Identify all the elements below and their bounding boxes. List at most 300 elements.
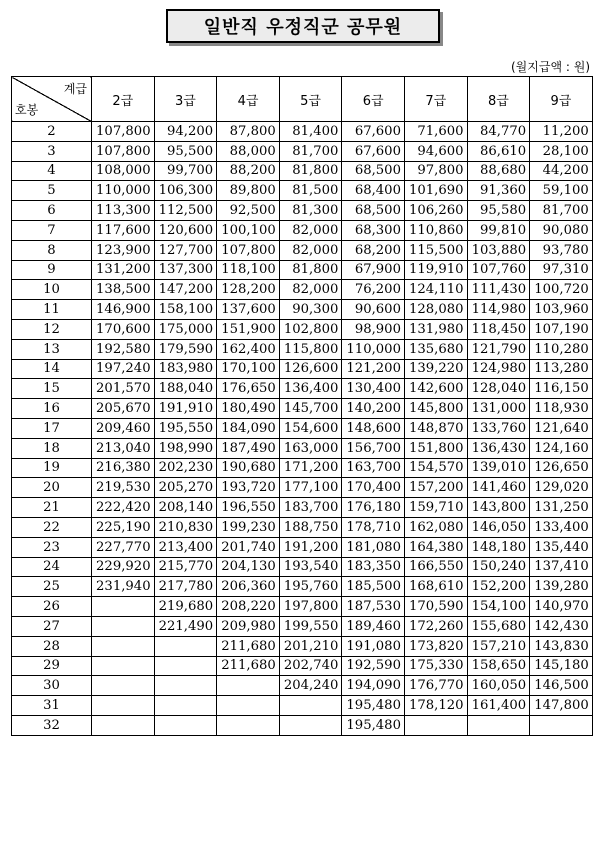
pay-cell: 143,800: [467, 498, 530, 518]
pay-cell: 100,720: [530, 280, 593, 300]
table-row: [12, 577, 593, 597]
table-row: [12, 122, 593, 142]
pay-cell: 154,600: [279, 418, 342, 438]
pay-cell: [92, 597, 155, 617]
step-cell: 6: [12, 201, 92, 221]
pay-cell: 127,700: [154, 240, 217, 260]
pay-cell: 184,090: [217, 418, 280, 438]
pay-cell: 147,200: [154, 280, 217, 300]
pay-cell: 103,880: [467, 240, 530, 260]
pay-cell: 192,590: [342, 656, 405, 676]
pay-cell: 113,280: [530, 359, 593, 379]
pay-cell: 152,200: [467, 577, 530, 597]
grade-header: 5급: [279, 77, 342, 122]
pay-cell: [154, 656, 217, 676]
page-title: 일반직 우정직군 공무원: [166, 9, 440, 43]
table-row: [12, 478, 593, 498]
pay-cell: 162,400: [217, 339, 280, 359]
pay-cell: 137,410: [530, 557, 593, 577]
pay-cell: 196,550: [217, 498, 280, 518]
pay-cell: 154,570: [404, 458, 467, 478]
pay-cell: 191,910: [154, 399, 217, 419]
pay-cell: 216,380: [92, 458, 155, 478]
pay-cell: 188,040: [154, 379, 217, 399]
pay-cell: 107,800: [92, 122, 155, 142]
pay-cell: 211,680: [217, 636, 280, 656]
step-cell: 19: [12, 458, 92, 478]
pay-cell: 180,490: [217, 399, 280, 419]
pay-cell: 157,200: [404, 478, 467, 498]
pay-cell: 201,570: [92, 379, 155, 399]
table-row: [12, 616, 593, 636]
pay-cell: 158,100: [154, 300, 217, 320]
table-row: [12, 181, 593, 201]
table-row: [12, 359, 593, 379]
step-cell: 2: [12, 122, 92, 142]
pay-cell: 81,500: [279, 181, 342, 201]
pay-cell: 118,100: [217, 260, 280, 280]
step-cell: 24: [12, 557, 92, 577]
table-row: [12, 300, 593, 320]
pay-cell: 106,260: [404, 201, 467, 221]
pay-cell: 231,940: [92, 577, 155, 597]
pay-cell: 201,210: [279, 636, 342, 656]
header-row: [12, 77, 593, 122]
pay-cell: 137,600: [217, 300, 280, 320]
pay-cell: 89,800: [217, 181, 280, 201]
pay-cell: 159,710: [404, 498, 467, 518]
step-cell: 10: [12, 280, 92, 300]
pay-cell: 176,650: [217, 379, 280, 399]
table-row: [12, 458, 593, 478]
pay-cell: 133,760: [467, 418, 530, 438]
grade-header: 3급: [154, 77, 217, 122]
pay-cell: 204,240: [279, 676, 342, 696]
pay-cell: 82,000: [279, 220, 342, 240]
pay-cell: 194,090: [342, 676, 405, 696]
table-row: [12, 280, 593, 300]
step-cell: 7: [12, 220, 92, 240]
pay-cell: 206,360: [217, 577, 280, 597]
grade-axis-label: 계급: [63, 82, 87, 96]
pay-cell: 163,700: [342, 458, 405, 478]
pay-cell: 150,240: [467, 557, 530, 577]
pay-cell: [92, 636, 155, 656]
pay-cell: [92, 676, 155, 696]
pay-cell: 208,220: [217, 597, 280, 617]
pay-cell: 91,360: [467, 181, 530, 201]
pay-cell: [92, 715, 155, 735]
pay-cell: 155,680: [467, 616, 530, 636]
pay-cell: 211,680: [217, 656, 280, 676]
pay-cell: 131,200: [92, 260, 155, 280]
pay-cell: 128,200: [217, 280, 280, 300]
pay-cell: 110,000: [342, 339, 405, 359]
pay-cell: 145,180: [530, 656, 593, 676]
pay-cell: 199,550: [279, 616, 342, 636]
pay-cell: 86,610: [467, 141, 530, 161]
pay-cell: 175,000: [154, 319, 217, 339]
pay-cell: 107,760: [467, 260, 530, 280]
pay-cell: 82,000: [279, 240, 342, 260]
pay-cell: 202,230: [154, 458, 217, 478]
table-row: [12, 498, 593, 518]
pay-cell: 68,200: [342, 240, 405, 260]
pay-cell: 138,500: [92, 280, 155, 300]
table-row: [12, 260, 593, 280]
step-cell: 31: [12, 696, 92, 716]
pay-cell: 100,100: [217, 220, 280, 240]
pay-cell: 148,600: [342, 418, 405, 438]
pay-cell: 99,700: [154, 161, 217, 181]
pay-cell: 197,800: [279, 597, 342, 617]
pay-cell: 128,080: [404, 300, 467, 320]
pay-cell: 201,740: [217, 537, 280, 557]
pay-cell: 11,200: [530, 122, 593, 142]
pay-cell: 209,460: [92, 418, 155, 438]
pay-cell: 90,600: [342, 300, 405, 320]
step-cell: 20: [12, 478, 92, 498]
pay-cell: 81,800: [279, 260, 342, 280]
table-row: [12, 537, 593, 557]
table-row: [12, 438, 593, 458]
pay-cell: 68,300: [342, 220, 405, 240]
pay-cell: 148,870: [404, 418, 467, 438]
pay-cell: 99,810: [467, 220, 530, 240]
pay-cell: 222,420: [92, 498, 155, 518]
pay-cell: 164,380: [404, 537, 467, 557]
pay-cell: 170,400: [342, 478, 405, 498]
pay-cell: 209,980: [217, 616, 280, 636]
pay-cell: 215,770: [154, 557, 217, 577]
pay-cell: 124,110: [404, 280, 467, 300]
pay-cell: 183,980: [154, 359, 217, 379]
table-row: [12, 399, 593, 419]
pay-cell: [154, 676, 217, 696]
pay-cell: 177,100: [279, 478, 342, 498]
pay-cell: 97,800: [404, 161, 467, 181]
step-cell: 23: [12, 537, 92, 557]
step-cell: 17: [12, 418, 92, 438]
pay-cell: 124,980: [467, 359, 530, 379]
pay-cell: 204,130: [217, 557, 280, 577]
pay-cell: 195,480: [342, 715, 405, 735]
pay-cell: 160,050: [467, 676, 530, 696]
pay-cell: 133,400: [530, 517, 593, 537]
pay-cell: 68,500: [342, 201, 405, 221]
step-cell: 28: [12, 636, 92, 656]
step-cell: 12: [12, 319, 92, 339]
step-cell: 8: [12, 240, 92, 260]
step-cell: 22: [12, 517, 92, 537]
pay-cell: 102,800: [279, 319, 342, 339]
pay-cell: 208,140: [154, 498, 217, 518]
corner-header: [12, 77, 92, 122]
pay-cell: [279, 715, 342, 735]
pay-cell: 140,200: [342, 399, 405, 419]
pay-cell: 185,500: [342, 577, 405, 597]
pay-cell: 93,780: [530, 240, 593, 260]
pay-cell: 107,800: [92, 141, 155, 161]
pay-cell: 124,160: [530, 438, 593, 458]
pay-cell: 116,150: [530, 379, 593, 399]
step-cell: 13: [12, 339, 92, 359]
grade-header: 8급: [467, 77, 530, 122]
pay-cell: 190,680: [217, 458, 280, 478]
pay-cell: 162,080: [404, 517, 467, 537]
pay-cell: 126,650: [530, 458, 593, 478]
pay-cell: 176,180: [342, 498, 405, 518]
pay-cell: 151,900: [217, 319, 280, 339]
pay-cell: 121,200: [342, 359, 405, 379]
pay-cell: 219,530: [92, 478, 155, 498]
pay-cell: 59,100: [530, 181, 593, 201]
step-axis-label: 호봉: [15, 103, 39, 117]
step-cell: 14: [12, 359, 92, 379]
pay-cell: 121,640: [530, 418, 593, 438]
pay-cell: 171,200: [279, 458, 342, 478]
pay-cell: 107,800: [217, 240, 280, 260]
pay-cell: [217, 715, 280, 735]
pay-cell: 179,590: [154, 339, 217, 359]
pay-cell: 187,490: [217, 438, 280, 458]
step-cell: 25: [12, 577, 92, 597]
pay-cell: [92, 616, 155, 636]
pay-cell: [92, 696, 155, 716]
pay-cell: 145,700: [279, 399, 342, 419]
step-cell: 11: [12, 300, 92, 320]
pay-cell: 188,750: [279, 517, 342, 537]
pay-cell: 97,310: [530, 260, 593, 280]
pay-cell: 71,600: [404, 122, 467, 142]
pay-cell: [279, 696, 342, 716]
grade-header: 2급: [92, 77, 155, 122]
pay-cell: 98,900: [342, 319, 405, 339]
pay-cell: 210,830: [154, 517, 217, 537]
pay-cell: 136,430: [467, 438, 530, 458]
pay-cell: 163,000: [279, 438, 342, 458]
pay-cell: 135,680: [404, 339, 467, 359]
pay-cell: 139,220: [404, 359, 467, 379]
pay-cell: 192,580: [92, 339, 155, 359]
pay-cell: 123,900: [92, 240, 155, 260]
pay-cell: 170,590: [404, 597, 467, 617]
pay-cell: 193,720: [217, 478, 280, 498]
pay-cell: 106,300: [154, 181, 217, 201]
pay-cell: 110,860: [404, 220, 467, 240]
pay-cell: 76,200: [342, 280, 405, 300]
pay-cell: 168,610: [404, 577, 467, 597]
pay-cell: 178,120: [404, 696, 467, 716]
pay-cell: 121,790: [467, 339, 530, 359]
table-row: [12, 161, 593, 181]
pay-cell: 191,200: [279, 537, 342, 557]
pay-cell: 136,400: [279, 379, 342, 399]
pay-cell: 213,040: [92, 438, 155, 458]
pay-cell: 141,460: [467, 478, 530, 498]
pay-cell: 88,000: [217, 141, 280, 161]
table-row: [12, 141, 593, 161]
pay-cell: 95,500: [154, 141, 217, 161]
pay-cell: 118,930: [530, 399, 593, 419]
pay-cell: 131,250: [530, 498, 593, 518]
step-cell: 16: [12, 399, 92, 419]
step-cell: 9: [12, 260, 92, 280]
pay-cell: 145,800: [404, 399, 467, 419]
pay-cell: 110,280: [530, 339, 593, 359]
pay-cell: [154, 636, 217, 656]
grade-header: 4급: [217, 77, 280, 122]
pay-cell: 140,970: [530, 597, 593, 617]
pay-cell: 143,830: [530, 636, 593, 656]
pay-cell: [404, 715, 467, 735]
pay-cell: 120,600: [154, 220, 217, 240]
pay-cell: 170,600: [92, 319, 155, 339]
pay-cell: 117,600: [92, 220, 155, 240]
pay-cell: 92,500: [217, 201, 280, 221]
pay-cell: 142,600: [404, 379, 467, 399]
table-row: [12, 418, 593, 438]
table-row: [12, 715, 593, 735]
grade-header: 7급: [404, 77, 467, 122]
pay-cell: 81,700: [530, 201, 593, 221]
pay-table: [11, 76, 593, 736]
table-body: [12, 122, 593, 736]
pay-cell: 101,690: [404, 181, 467, 201]
pay-cell: [530, 715, 593, 735]
pay-cell: 111,430: [467, 280, 530, 300]
grade-header: 9급: [530, 77, 593, 122]
step-cell: 26: [12, 597, 92, 617]
pay-cell: 90,300: [279, 300, 342, 320]
pay-cell: 195,550: [154, 418, 217, 438]
pay-cell: 175,330: [404, 656, 467, 676]
pay-cell: 202,740: [279, 656, 342, 676]
table-row: [12, 201, 593, 221]
step-cell: 15: [12, 379, 92, 399]
table-row: [12, 379, 593, 399]
pay-cell: [467, 715, 530, 735]
pay-cell: 67,600: [342, 122, 405, 142]
pay-cell: 193,540: [279, 557, 342, 577]
pay-cell: 217,780: [154, 577, 217, 597]
pay-cell: 81,400: [279, 122, 342, 142]
table-row: [12, 517, 593, 537]
pay-cell: 176,770: [404, 676, 467, 696]
pay-cell: 118,450: [467, 319, 530, 339]
pay-cell: 189,460: [342, 616, 405, 636]
pay-cell: 108,000: [92, 161, 155, 181]
pay-cell: 183,350: [342, 557, 405, 577]
pay-cell: 114,980: [467, 300, 530, 320]
table-row: [12, 339, 593, 359]
pay-cell: [92, 656, 155, 676]
pay-cell: 81,700: [279, 141, 342, 161]
pay-cell: 198,990: [154, 438, 217, 458]
pay-cell: 135,440: [530, 537, 593, 557]
pay-cell: 82,000: [279, 280, 342, 300]
step-cell: 32: [12, 715, 92, 735]
pay-cell: 119,910: [404, 260, 467, 280]
pay-cell: 158,650: [467, 656, 530, 676]
pay-cell: [217, 696, 280, 716]
pay-cell: 130,400: [342, 379, 405, 399]
pay-cell: 81,300: [279, 201, 342, 221]
pay-cell: 94,200: [154, 122, 217, 142]
pay-cell: 187,530: [342, 597, 405, 617]
pay-cell: 227,770: [92, 537, 155, 557]
pay-cell: 151,800: [404, 438, 467, 458]
pay-cell: [154, 715, 217, 735]
pay-cell: 113,300: [92, 201, 155, 221]
table-row: [12, 656, 593, 676]
step-cell: 27: [12, 616, 92, 636]
pay-cell: 139,010: [467, 458, 530, 478]
pay-cell: 147,800: [530, 696, 593, 716]
unit-note: (월지급액 : 원): [511, 60, 590, 74]
pay-cell: 88,200: [217, 161, 280, 181]
pay-cell: 94,600: [404, 141, 467, 161]
table-row: [12, 696, 593, 716]
pay-cell: 95,580: [467, 201, 530, 221]
pay-cell: 67,600: [342, 141, 405, 161]
pay-cell: 205,670: [92, 399, 155, 419]
step-cell: 18: [12, 438, 92, 458]
pay-cell: 81,800: [279, 161, 342, 181]
pay-cell: 129,020: [530, 478, 593, 498]
pay-cell: [154, 696, 217, 716]
step-cell: 29: [12, 656, 92, 676]
pay-cell: 131,980: [404, 319, 467, 339]
pay-cell: 181,080: [342, 537, 405, 557]
pay-cell: 197,240: [92, 359, 155, 379]
pay-cell: 139,280: [530, 577, 593, 597]
pay-cell: 191,080: [342, 636, 405, 656]
pay-cell: [217, 676, 280, 696]
pay-cell: 90,080: [530, 220, 593, 240]
table-row: [12, 220, 593, 240]
pay-cell: 128,040: [467, 379, 530, 399]
pay-cell: 219,680: [154, 597, 217, 617]
pay-cell: 131,000: [467, 399, 530, 419]
pay-cell: 195,760: [279, 577, 342, 597]
pay-cell: 146,500: [530, 676, 593, 696]
pay-cell: 157,210: [467, 636, 530, 656]
table-row: [12, 319, 593, 339]
pay-cell: 28,100: [530, 141, 593, 161]
step-cell: 21: [12, 498, 92, 518]
pay-cell: 183,700: [279, 498, 342, 518]
table-row: [12, 557, 593, 577]
pay-cell: 44,200: [530, 161, 593, 181]
step-cell: 5: [12, 181, 92, 201]
pay-cell: 213,400: [154, 537, 217, 557]
pay-cell: 148,180: [467, 537, 530, 557]
pay-cell: 154,100: [467, 597, 530, 617]
table-row: [12, 597, 593, 617]
pay-cell: 84,770: [467, 122, 530, 142]
pay-cell: 68,500: [342, 161, 405, 181]
pay-cell: 225,190: [92, 517, 155, 537]
pay-cell: 107,190: [530, 319, 593, 339]
pay-cell: 161,400: [467, 696, 530, 716]
step-cell: 3: [12, 141, 92, 161]
pay-cell: 88,680: [467, 161, 530, 181]
step-cell: 4: [12, 161, 92, 181]
pay-cell: 199,230: [217, 517, 280, 537]
pay-cell: 87,800: [217, 122, 280, 142]
pay-cell: 103,960: [530, 300, 593, 320]
